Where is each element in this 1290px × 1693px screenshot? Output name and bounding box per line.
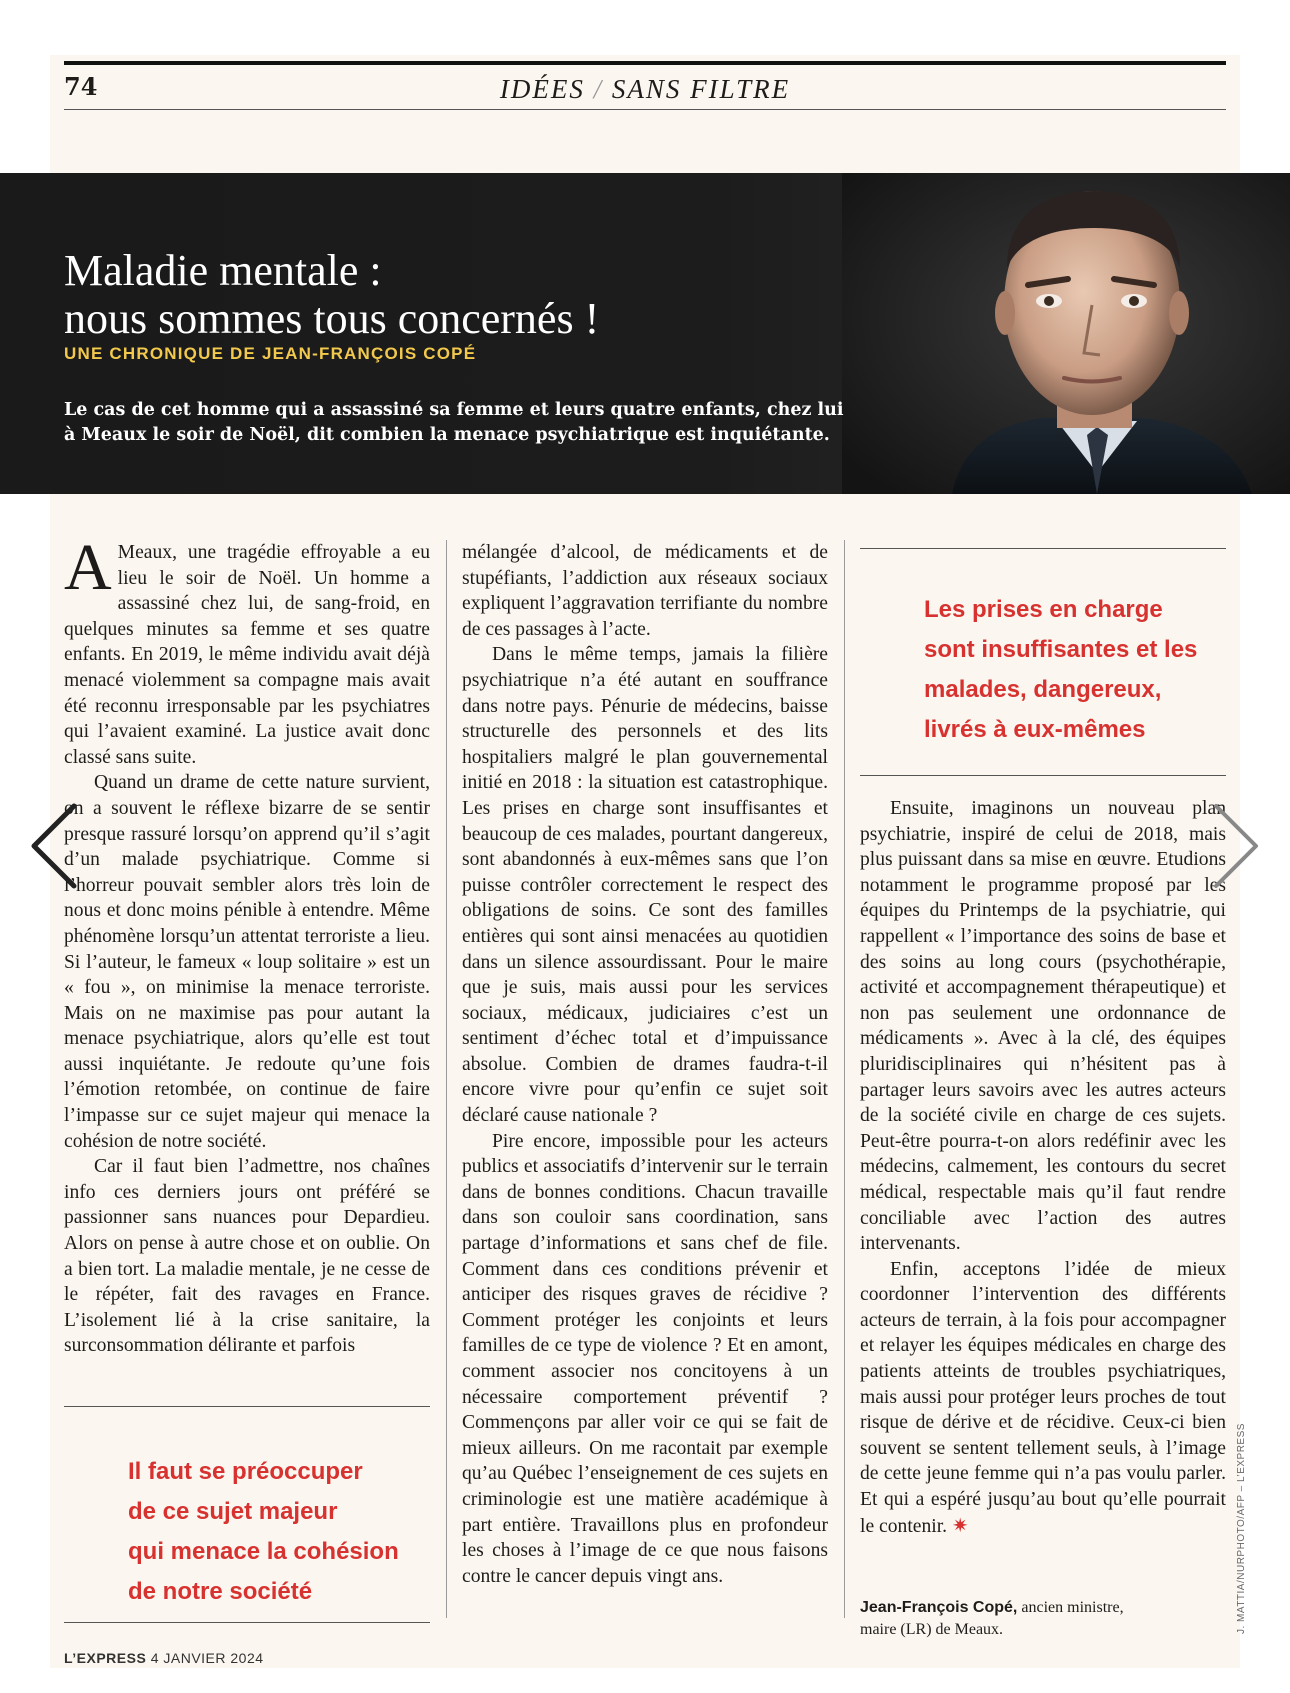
pullquote-right-line-3: malades, dangereux, [924,676,1162,703]
footer-magazine: L’EXPRESS [64,1650,147,1666]
author-name: Jean-François Copé, [860,1599,1018,1616]
title-line-1: Maladie mentale : [64,246,382,296]
next-page-button[interactable] [1206,796,1266,896]
byline: UNE CHRONIQUE DE JEAN-FRANÇOIS COPÉ [64,344,477,363]
pullquote-left-line-4: de notre société [128,1578,313,1605]
paragraph-3: Car il faut bien l’admettre, nos chaînes info ces derniers jours ont préféré se passionner sans nuances pour Depardieu. Alors on pense à autre chose et on oublie. On a bien tort. La maladie mentale, je ne cesse de le répéter, fait des ravages en France. L’isolement lié à la crise sanitaire, la surconsommation délirante et parfois [64,1156,430,1357]
previous-page-button[interactable] [24,796,84,896]
column-divider-2 [844,540,845,1618]
page-header [64,66,1226,110]
author-signature [860,1597,1200,1641]
footer-date: 4 JANVIER 2024 [146,1650,264,1666]
pullquote-left [128,1452,428,1612]
section-separator: / [593,74,604,104]
column-3 [860,796,1226,1539]
chevron-left-icon [24,796,84,896]
paragraph-1-text: Meaux, une tragédie effroyable a eu lieu le soir de Noël. Un homme a assassiné chez lui, de sang-froid, en quelques minutes sa femme et ses quatre enfants. En 2019, le même individu avait déjà menacé violemment sa compagne mais avait été reconnu irresponsable par les psychiatres qui l’avaient examiné. La justice avait donc classé sans suite. [64,542,430,768]
pullquote-right-line-4: livrés à eux-mêmes [924,716,1146,743]
pullquote-right-rule [860,775,1226,776]
chevron-right-icon [1206,796,1266,896]
pullquote-right-line-1: Les prises en charge [924,596,1163,623]
header-rule [64,109,1226,110]
paragraph-6: Pire encore, impossible pour les acteurs publics et associatifs d’intervenir sur le terrain dans de bonnes conditions. Chacun travaille dans son couloir sans coordination, sans partage d’informations et sans chef de file. Comment dans ces conditions prévenir et anticiper des risques graves de récidive ? Comment protéger les conjoints et leurs familles de ce type de violence ? Et en amont, comment associer nos concitoyens à un nécessaire comportement préventif ? Commençons par aller voir ce qui se fait de mieux ailleurs. On me racontait par exemple qu’au Québec l’enseignement de ces sujets en criminologie est une matière académique à part entière. Travaillons plus en profondeur les choses à l’image de ce que nous faisons contre le cancer depuis vingt ans. [462,1130,828,1587]
section-left: IDÉES [499,74,585,104]
author-role-1: ancien ministre, [1017,1599,1124,1616]
photo-credit: J. MATTIA/NURPHOTO/AFP – L’EXPRESS [1236,1423,1247,1634]
section-title [64,74,1226,105]
author-portrait [842,173,1290,494]
pullquote-left-line-1: Il faut se préoccuper [128,1458,363,1485]
paragraph-1 [64,531,430,770]
paragraph-2: Quand un drame de cette nature survient, on a souvent le réflexe bizarre de se sentir presque rassuré lorsqu’on apprend qu’il s’agit d’un malade psychiatrique. Comme si l’horreur pouvait sembler alors très loin de nous et donc moins pénible à entendre. Même phénomène lorsqu’un attentat terroriste a lieu. Si l’auteur, le fameux « loup solitaire » est un « fou », on minimise la menace terroriste. Mais on ne maximise pas pour autant la menace psychiatrique, alors qu’elle est tout aussi inquiétante. Je redoute qu’une fois l’émotion retombée, on continue de faire l’impasse sur ce sujet majeur qui menace la cohésion de notre société. [64,772,430,1152]
pullquote-right [924,590,1224,750]
page-number: 74 [64,72,98,101]
pullquote-left-line-3: qui menace la cohésion [128,1538,399,1565]
paragraph-4: mélangée d’alcool, de médicaments et de stupéfiants, l’addiction aux réseaux sociaux expliquent l’aggravation terrifiante du nombre de ces passages à l’acte. [462,542,828,640]
pullquote-left-rule [64,1406,430,1407]
end-mark-icon: ✷ [951,1513,969,1537]
paragraph-8-text: Enfin, acceptons l’idée de mieux coordonner l’intervention des différents acteurs de terrain, à la fois pour accompagner et relayer les équipes médicales en charge des patients atteints de troubles psychiatriques, mais aussi pour protéger leurs proches de tout risque de dérive et de récidive. Ceux-ci bien souvent se sentent tellement seuls, à l’image de cette jeune femme qui n’a pas voulu parler. Et qui a espéré jusqu’au bout qu’elle pourrait le contenir. [860,1258,1226,1537]
pullquote-right-line-2: sont insuffisantes et les [924,636,1198,663]
pullquote-left-line-2: de ce sujet majeur [128,1498,338,1525]
paragraph-7: Ensuite, imaginons un nouveau plan psychiatrie, inspiré de celui de 2018, mais plus puissant dans sa mise en œuvre. Etudions notamment le programme proposé par les équipes du Printemps de la psychiatrie, qui rappellent « l’importance des soins de base et des soins au long cours (psychothérapie, activité et accompagnement thérapeutique) et non pas seulement une ordonnance de médicaments ». Avec à la clé, des équipes pluridisciplinaires qui n’hésitent pas à partager leurs savoirs avec les autres acteurs de la société civile en charge de ces sujets. Peut-être pourra-t-on alors redéfinir avec les médecins, calmement, les contours du secret médical, respectable mais qu’il faut rendre conciliable avec l’action des autres intervenants. [860,798,1226,1255]
pullquote-left-bottom-rule [64,1622,430,1623]
title-line-2: nous sommes tous concernés ! [64,294,600,344]
article-title [64,247,784,343]
column-2 [462,540,828,1589]
column-1 [64,531,430,1359]
page-footer [64,1650,264,1666]
column-divider-1 [446,540,447,1618]
drop-cap: A [64,531,112,604]
standfirst: Le cas de cet homme qui a assassiné sa femme et leurs quatre enfants, chez lui à Meaux le soir de Noël, dit combien la menace psychiatrique est inquiétante. [64,400,844,445]
hero-banner [0,173,1290,494]
paragraph-5: Dans le même temps, jamais la filière psychiatrique n’a été autant en souffrance dans notre pays. Pénurie de médecins, baisse structurelle des personnels et des lits hospitaliers malgré le plan gouvernemental initié en 2018 : la situation est catastrophique. Les prises en charge sont insuffisantes et beaucoup de ces malades, pourtant dangereux, sont abandonnés à eux-mêmes sans que l’on puisse contrôler correctement le respect des obligations de soins. Ce sont des familles entières qui sont ainsi menacées au quotidien dans un silence assourdissant. Pour le maire que je suis, mais aussi pour les services sociaux, médicaux, judiciaires c’est un sentiment d’échec total et d’impuissance absolue. Combien de drames faudra-t-il encore vivre pour qu’enfin ce sujet soit déclaré cause nationale ? [462,644,828,1127]
paragraph-8 [860,1257,1226,1540]
author-role-2: maire (LR) de Meaux. [860,1621,1004,1638]
top-rule [64,61,1226,65]
section-right: SANS FILTRE [611,74,791,104]
pullquote-right-top-rule [860,548,1226,549]
